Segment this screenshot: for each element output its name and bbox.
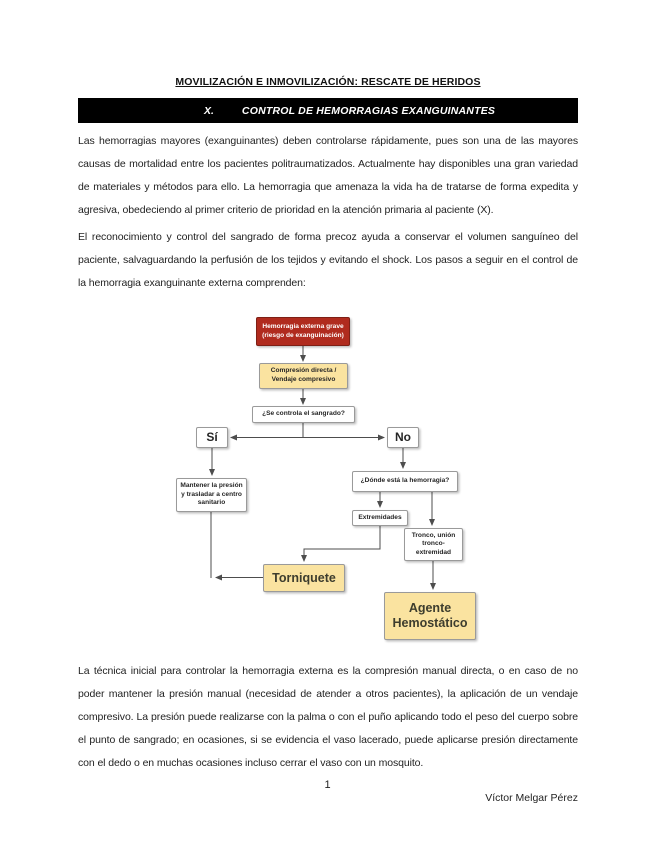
page-number: 1 [324,779,331,791]
section-number: X. [204,104,214,117]
hemorrhage-control-flowchart [0,309,655,654]
flow-node-agente-hemostatico: Agente Hemostático [384,592,476,640]
author-name: Víctor Melgar Pérez [485,792,578,804]
paragraph-recognition: El reconocimiento y control del sangrado de forma precoz ayuda a conservar el volumen sanguíneo del paciente, salvaguardando la perfusión de los tejidos y evitando el shock. Los pasos a seguir en el control de la hemorragia exanguinante externa comprenden: [78,231,578,289]
section-banner [78,98,578,123]
section-heading: CONTROL DE HEMORRAGIAS EXANGUINANTES [241,104,496,117]
flow-node-hemorragia-grave: Hemorragia externa grave (riesgo de exanguinación) [256,317,350,346]
flow-node-donde-hemorragia: ¿Dónde está la hemorragia? [352,471,458,492]
flow-node-no: No [387,427,419,448]
flow-node-se-controla-sangrado: ¿Se controla el sangrado? [252,406,355,423]
flow-node-si: Sí [196,427,228,448]
flow-node-mantener-presion: Mantener la presión y trasladar a centro sanitario [176,478,247,512]
document-title: MOVILIZACIÓN E INMOVILIZACIÓN: RESCATE DE HERIDOS [175,76,481,88]
paragraph-technique: La técnica inicial para controlar la hemorragia externa es la compresión manual directa, o en caso de no poder mantener la presión manual (necesidad de atender a otros pacientes), la aplicación de un vendaje compresivo. La presión puede realizarse con la palma o con el puño aplicando todo el peso del cuerpo sobre el punto de sangrado; en ocasiones, si se evidencia el vaso lacerado, puede aplicarse presión directamente con el dedo o en muchas ocasiones incluso cerrar el vaso con un mosquito. [78,665,578,769]
flow-node-compresion-directa: Compresión directa / Vendaje compresivo [259,363,348,389]
paragraph-intro: Las hemorragias mayores (exanguinantes) deben controlarse rápidamente, pues son una de las mayores causas de mortalidad entre los pacientes politraumatizados. Actualmente hay disponibles una gran variedad de materiales y métodos para ello. La hemorragia que amenaza la vida ha de tratarse de forma expedita y agresiva, obedeciendo al primer criterio de prioridad en la atención primaria al paciente (X). [78,135,578,216]
flow-node-extremidades: Extremidades [352,510,408,526]
flow-connectors [0,309,655,654]
document-content [78,0,578,775]
flow-node-torniquete: Torniquete [263,564,345,592]
flow-node-tronco: Tronco, unión tronco-extremidad [404,528,463,561]
